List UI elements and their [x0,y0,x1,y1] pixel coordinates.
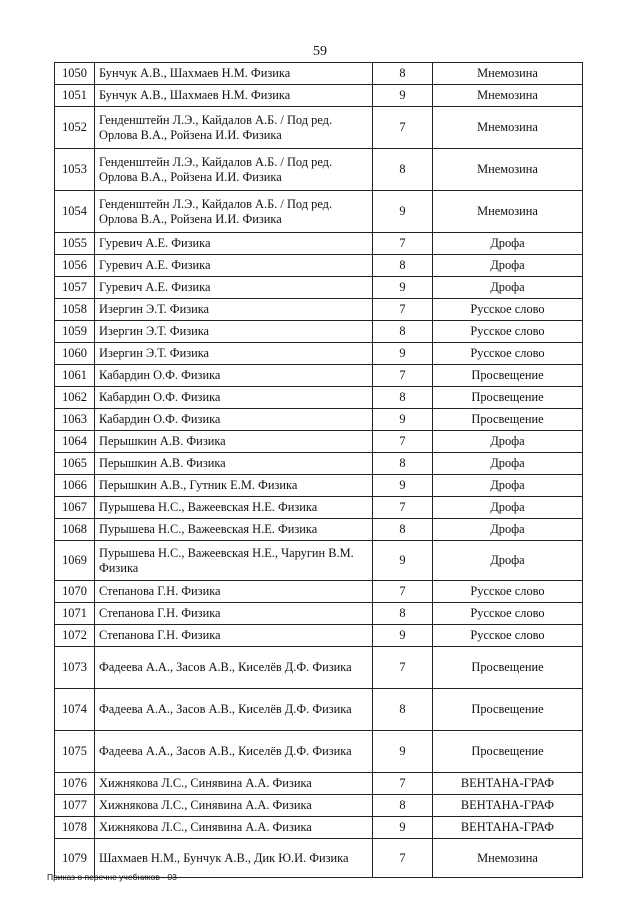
book-title: Перышкин А.В., Гутник Е.М. Физика [95,475,373,497]
grade: 8 [373,387,433,409]
book-title: Степанова Г.Н. Физика [95,581,373,603]
table-row [55,541,583,581]
publisher: Просвещение [433,647,583,689]
book-title: Фадеева А.А., Засов А.В., Киселёв Д.Ф. Физика [95,731,373,773]
row-number: 1059 [55,321,95,343]
book-title: Фадеева А.А., Засов А.В., Киселёв Д.Ф. Физика [95,689,373,731]
book-title: Гуревич А.Е. Физика [95,233,373,255]
book-title: Изергин Э.Т. Физика [95,343,373,365]
table-row [55,107,583,149]
row-number: 1050 [55,63,95,85]
table-row [55,647,583,689]
publisher: Русское слово [433,343,583,365]
book-title: Перышкин А.В. Физика [95,453,373,475]
table-row [55,321,583,343]
row-number: 1062 [55,387,95,409]
book-title: Кабардин О.Ф. Физика [95,409,373,431]
table-row [55,343,583,365]
table-row [55,365,583,387]
book-title: Кабардин О.Ф. Физика [95,365,373,387]
row-number: 1061 [55,365,95,387]
publisher: Дрофа [433,519,583,541]
grade: 9 [373,475,433,497]
table-row [55,299,583,321]
publisher: Дрофа [433,541,583,581]
book-title: Гуревич А.Е. Физика [95,255,373,277]
book-title: Кабардин О.Ф. Физика [95,387,373,409]
publisher: ВЕНТАНА-ГРАФ [433,795,583,817]
grade: 8 [373,519,433,541]
row-number: 1079 [55,839,95,878]
grade: 8 [373,149,433,191]
grade: 8 [373,321,433,343]
publisher: Дрофа [433,431,583,453]
book-title: Степанова Г.Н. Физика [95,603,373,625]
grade: 9 [373,191,433,233]
document-footer: Приказ о перечне учебников - 03 [47,872,177,882]
table-row [55,603,583,625]
grade: 9 [373,409,433,431]
row-number: 1069 [55,541,95,581]
grade: 8 [373,689,433,731]
book-title: Бунчук А.В., Шахмаев Н.М. Физика [95,63,373,85]
book-title: Генденштейн Л.Э., Кайдалов А.Б. / Под ред. Орлова В.А., Ройзена И.И. Физика [95,107,373,149]
publisher: Дрофа [433,497,583,519]
grade: 7 [373,299,433,321]
book-title: Хижнякова Л.С., Синявина А.А. Физика [95,817,373,839]
publisher: Просвещение [433,409,583,431]
row-number: 1063 [55,409,95,431]
publisher: ВЕНТАНА-ГРАФ [433,773,583,795]
book-title: Бунчук А.В., Шахмаев Н.М. Физика [95,85,373,107]
page-number: 59 [313,44,327,59]
grade: 9 [373,817,433,839]
publisher: Русское слово [433,625,583,647]
grade: 8 [373,453,433,475]
table-row [55,497,583,519]
textbook-table [54,62,583,878]
publisher: Мнемозина [433,107,583,149]
book-title: Генденштейн Л.Э., Кайдалов А.Б. / Под ред. Орлова В.А., Ройзена И.И. Физика [95,149,373,191]
publisher: Мнемозина [433,191,583,233]
row-number: 1068 [55,519,95,541]
table-row [55,277,583,299]
row-number: 1060 [55,343,95,365]
row-number: 1055 [55,233,95,255]
book-title: Изергин Э.Т. Физика [95,299,373,321]
publisher: Просвещение [433,689,583,731]
row-number: 1071 [55,603,95,625]
book-title: Хижнякова Л.С., Синявина А.А. Физика [95,795,373,817]
grade: 7 [373,107,433,149]
table-row [55,581,583,603]
table-row [55,255,583,277]
publisher: Мнемозина [433,63,583,85]
grade: 7 [373,839,433,878]
publisher: Дрофа [433,277,583,299]
publisher: Мнемозина [433,149,583,191]
table-row [55,475,583,497]
row-number: 1073 [55,647,95,689]
row-number: 1058 [55,299,95,321]
table-row [55,409,583,431]
publisher: Дрофа [433,453,583,475]
publisher: Дрофа [433,255,583,277]
table-row [55,795,583,817]
publisher: Дрофа [433,475,583,497]
row-number: 1072 [55,625,95,647]
publisher: Русское слово [433,321,583,343]
row-number: 1078 [55,817,95,839]
grade: 9 [373,731,433,773]
publisher: Русское слово [433,581,583,603]
grade: 8 [373,603,433,625]
table-row [55,773,583,795]
publisher: Просвещение [433,365,583,387]
publisher: Дрофа [433,233,583,255]
row-number: 1067 [55,497,95,519]
grade: 7 [373,233,433,255]
textbook-table-body [55,63,583,878]
table-row [55,689,583,731]
publisher: Русское слово [433,603,583,625]
grade: 7 [373,647,433,689]
book-title: Шахмаев Н.М., Бунчук А.В., Дик Ю.И. Физика [95,839,373,878]
row-number: 1051 [55,85,95,107]
row-number: 1070 [55,581,95,603]
book-title: Пурышева Н.С., Важеевская Н.Е. Физика [95,497,373,519]
publisher: Русское слово [433,299,583,321]
book-title: Фадеева А.А., Засов А.В., Киселёв Д.Ф. Физика [95,647,373,689]
book-title: Генденштейн Л.Э., Кайдалов А.Б. / Под ред. Орлова В.А., Ройзена И.И. Физика [95,191,373,233]
book-title: Гуревич А.Е. Физика [95,277,373,299]
grade: 7 [373,431,433,453]
grade: 9 [373,625,433,647]
grade: 7 [373,773,433,795]
table-row [55,149,583,191]
row-number: 1057 [55,277,95,299]
table-row [55,233,583,255]
grade: 9 [373,277,433,299]
publisher: Мнемозина [433,85,583,107]
grade: 7 [373,581,433,603]
grade: 9 [373,343,433,365]
row-number: 1075 [55,731,95,773]
publisher: Просвещение [433,731,583,773]
book-title: Пурышева Н.С., Важеевская Н.Е., Чаругин В.М. Физика [95,541,373,581]
table-row [55,625,583,647]
table-row [55,431,583,453]
row-number: 1074 [55,689,95,731]
table-row [55,817,583,839]
row-number: 1064 [55,431,95,453]
book-title: Хижнякова Л.С., Синявина А.А. Физика [95,773,373,795]
book-title: Изергин Э.Т. Физика [95,321,373,343]
book-title: Перышкин А.В. Физика [95,431,373,453]
grade: 8 [373,63,433,85]
grade: 7 [373,365,433,387]
row-number: 1053 [55,149,95,191]
table-row [55,191,583,233]
table-row [55,519,583,541]
table-row [55,453,583,475]
row-number: 1077 [55,795,95,817]
row-number: 1066 [55,475,95,497]
row-number: 1056 [55,255,95,277]
grade: 8 [373,255,433,277]
grade: 7 [373,497,433,519]
publisher: Мнемозина [433,839,583,878]
publisher: Просвещение [433,387,583,409]
row-number: 1065 [55,453,95,475]
grade: 9 [373,85,433,107]
row-number: 1054 [55,191,95,233]
grade: 9 [373,541,433,581]
book-title: Степанова Г.Н. Физика [95,625,373,647]
table-row [55,731,583,773]
table-row [55,63,583,85]
table-row [55,387,583,409]
table-row [55,85,583,107]
publisher: ВЕНТАНА-ГРАФ [433,817,583,839]
row-number: 1052 [55,107,95,149]
row-number: 1076 [55,773,95,795]
grade: 8 [373,795,433,817]
book-title: Пурышева Н.С., Важеевская Н.Е. Физика [95,519,373,541]
